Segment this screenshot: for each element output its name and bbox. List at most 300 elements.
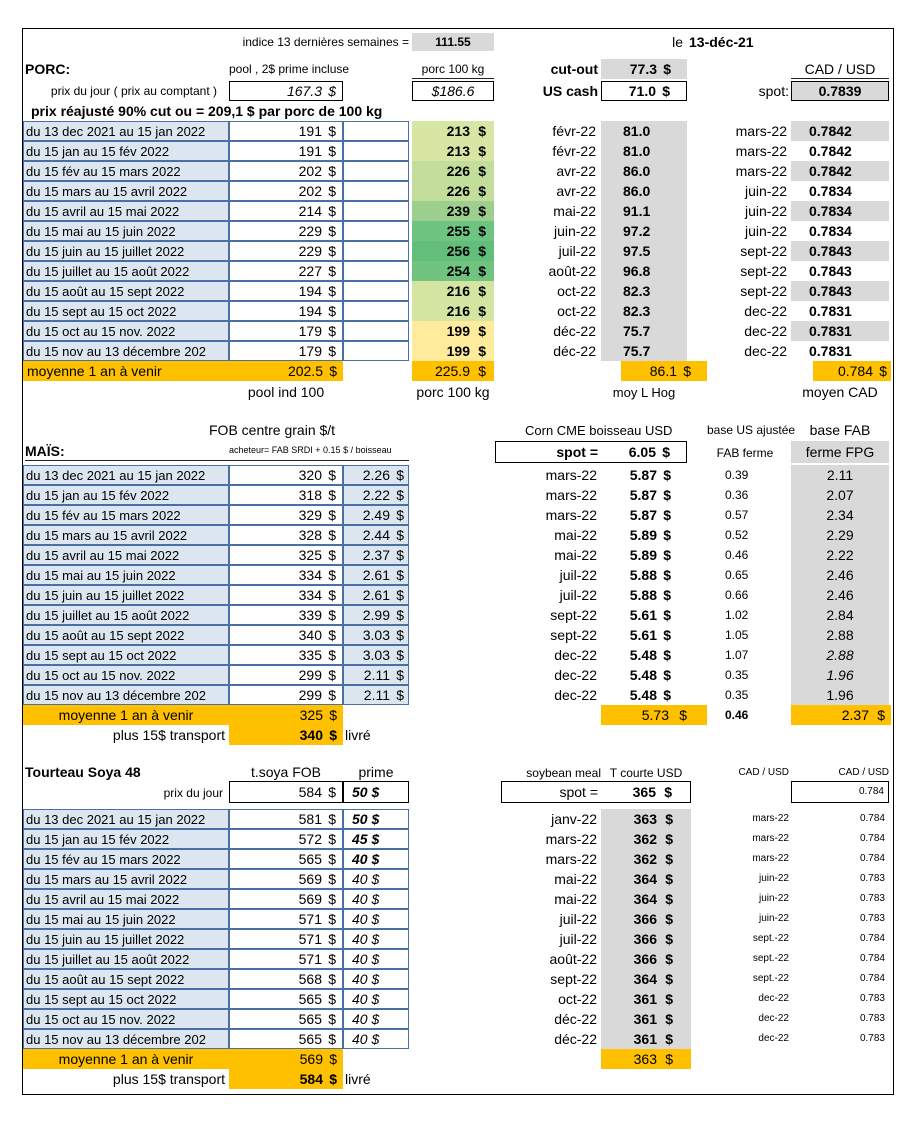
corn-cell[interactable]: [601, 585, 687, 605]
soya-fx-value[interactable]: 0.784: [859, 833, 885, 844]
base-value[interactable]: 0.35: [725, 668, 749, 682]
unit-sign: $: [478, 223, 486, 239]
soya-fx-value[interactable]: 0.783: [859, 913, 885, 924]
fx-value[interactable]: 0.7843: [791, 281, 889, 301]
porc-100kg-cell[interactable]: [412, 301, 494, 321]
mais-fob-cell[interactable]: [229, 525, 343, 545]
soya-period: du 15 oct au 15 nov. 2022: [23, 1009, 229, 1029]
soya-fob-cell[interactable]: [229, 809, 343, 829]
meal-cell[interactable]: [601, 809, 691, 829]
mais-transport-cell[interactable]: [229, 725, 343, 745]
porc-pool-value: 191: [298, 123, 322, 139]
hog-value[interactable]: 81.0: [601, 141, 687, 161]
porc-pool-cell[interactable]: [229, 121, 343, 141]
mais-period: du 15 juin au 15 juillet 2022: [23, 585, 229, 605]
base-value[interactable]: 0.35: [725, 688, 749, 702]
soya-fx-value[interactable]: 0.784: [859, 973, 885, 984]
soya-fx-value[interactable]: 0.783: [859, 1013, 885, 1024]
hog-month: oct-22: [557, 303, 596, 319]
soya-fob-value: 568: [298, 971, 322, 987]
porc-period: du 15 mai au 15 juin 2022: [23, 221, 229, 241]
mais-fob-cell[interactable]: [229, 605, 343, 625]
unit-sign: $: [396, 567, 404, 583]
fab-value[interactable]: 2.07: [791, 485, 889, 505]
mais-fob-cell[interactable]: [229, 665, 343, 685]
mais-fob-cell[interactable]: [229, 685, 343, 705]
meal-cell[interactable]: [601, 829, 691, 849]
fab-value[interactable]: 2.11: [791, 465, 889, 485]
mais-period: du 15 nov au 13 décembre 202: [23, 685, 229, 705]
corn-value: 5.87: [629, 467, 657, 483]
unit-sign: $: [665, 911, 673, 927]
soya-avg-meal[interactable]: [601, 1049, 691, 1069]
mais-fob-cell[interactable]: [229, 565, 343, 585]
meal-cell[interactable]: [601, 929, 691, 949]
fx-value[interactable]: 0.7843: [809, 263, 852, 279]
porc-period: du 15 août au 15 sept 2022: [23, 281, 229, 301]
mais-fob-cell[interactable]: [229, 465, 343, 485]
corn-cell[interactable]: [601, 685, 687, 705]
porc-pool-cell[interactable]: [229, 261, 343, 281]
soya-fob-cell[interactable]: [229, 1009, 343, 1029]
prix-jour-cell[interactable]: [229, 81, 343, 101]
porc-pool-value: 227: [298, 263, 322, 279]
uscash-unit: $: [662, 83, 670, 99]
fx-value[interactable]: 0.7831: [791, 321, 889, 341]
fx-month: sept-22: [740, 243, 787, 259]
uscash-label: US cash: [542, 83, 598, 99]
unit-sign: $: [328, 263, 336, 279]
base-value[interactable]: 1.05: [725, 628, 749, 642]
porc-empty-cell[interactable]: [343, 281, 409, 301]
date-value[interactable]: 13-déc-21: [689, 34, 754, 50]
soya-fob-cell[interactable]: [229, 1029, 343, 1049]
unit-sign: $: [328, 323, 336, 339]
porc-empty-cell[interactable]: [343, 321, 409, 341]
fab-value[interactable]: 2.88: [791, 645, 889, 665]
hog-value[interactable]: 82.3: [601, 301, 687, 321]
corn-cell[interactable]: [601, 665, 687, 685]
soya-fob-value: 565: [298, 991, 322, 1007]
soya-transport-value: 584: [299, 1071, 323, 1087]
porc-pool-cell[interactable]: [229, 221, 343, 241]
unit-sign: $: [396, 587, 404, 603]
hog-value[interactable]: 96.8: [601, 261, 687, 281]
soya-prime[interactable]: 40 $: [343, 969, 409, 989]
mais-spot-unit: $: [662, 444, 670, 460]
porc-empty-cell[interactable]: [343, 121, 409, 141]
soya-prime[interactable]: 40 $: [343, 849, 409, 869]
soya-fob-value: 565: [298, 1011, 322, 1027]
porc-empty-cell[interactable]: [343, 141, 409, 161]
mais-bu-cell[interactable]: [343, 505, 409, 525]
unit-sign: $: [396, 547, 404, 563]
soya-prix-jour-cell[interactable]: [229, 781, 343, 803]
porc-100kg-cell[interactable]: [412, 201, 494, 221]
porc-pool-cell[interactable]: [229, 341, 343, 361]
mais-fob-value: 318: [298, 487, 322, 503]
hog-value[interactable]: 81.0: [601, 121, 687, 141]
fx-value[interactable]: 0.7831: [809, 343, 852, 359]
porc-avg-hog-value: 86.1: [649, 363, 677, 379]
unit-sign: $: [328, 587, 336, 603]
meal-cell[interactable]: [601, 869, 691, 889]
fx-value[interactable]: 0.7831: [809, 303, 852, 319]
porc-title: PORC:: [25, 61, 71, 77]
meal-cell[interactable]: [601, 909, 691, 929]
corn-cell[interactable]: [601, 625, 687, 645]
hog-value[interactable]: 97.5: [601, 241, 687, 261]
porc-empty-cell[interactable]: [343, 241, 409, 261]
porc-100kg-cell[interactable]: [412, 141, 494, 161]
unit-sign: $: [328, 123, 336, 139]
unit-sign: $: [328, 891, 336, 907]
soya-fx-value[interactable]: 0.784: [859, 813, 885, 824]
base-value[interactable]: 1.02: [725, 608, 749, 622]
fab-value[interactable]: 2.46: [791, 585, 889, 605]
porc-pool-cell[interactable]: [229, 181, 343, 201]
hog-month: avr-22: [556, 163, 596, 179]
soya-period: du 15 fév au 15 mars 2022: [23, 849, 229, 869]
porc-empty-cell[interactable]: [343, 341, 409, 361]
mais-bu-cell[interactable]: [343, 585, 409, 605]
porc-period: du 15 jan au 15 fév 2022: [23, 141, 229, 161]
soya-fob-cell[interactable]: [229, 869, 343, 889]
porc-100kg-cell[interactable]: [412, 121, 494, 141]
soya-fx-value[interactable]: 0.784: [859, 933, 885, 944]
hog-value[interactable]: 86.0: [601, 181, 687, 201]
hog-value[interactable]: 97.2: [601, 221, 687, 241]
mais-fob-value: 335: [298, 647, 322, 663]
mais-bu-cell[interactable]: [343, 645, 409, 665]
porc-empty-cell[interactable]: [343, 201, 409, 221]
meal-cell[interactable]: [601, 969, 691, 989]
porc-empty-cell[interactable]: [343, 221, 409, 241]
porc-period: du 15 nov au 13 décembre 202: [23, 341, 229, 361]
hog-value[interactable]: 82.3: [601, 281, 687, 301]
unit-sign: $: [328, 951, 336, 967]
soya-fx-value[interactable]: 0.784: [859, 953, 885, 964]
fx-month: mars-22: [735, 163, 787, 179]
mais-avg-fab[interactable]: [791, 705, 891, 725]
meal-cell[interactable]: [601, 989, 691, 1009]
corn-cell[interactable]: [601, 505, 687, 525]
meal-month: juil-22: [559, 911, 597, 927]
soya-fx-value[interactable]: 0.783: [859, 873, 885, 884]
soya-fx-month: mars-22: [752, 853, 789, 864]
unit-sign: $: [328, 647, 336, 663]
unit-sign: $: [877, 707, 885, 723]
unit-sign: $: [665, 1011, 673, 1027]
corn-month: dec-22: [554, 667, 597, 683]
hog-value[interactable]: 75.7: [601, 321, 687, 341]
meal-cell[interactable]: [601, 1009, 691, 1029]
soya-prime[interactable]: 40 $: [343, 869, 409, 889]
mais-bu-cell[interactable]: [343, 625, 409, 645]
porc-avg-porc[interactable]: [412, 361, 494, 381]
fx-value[interactable]: 0.7834: [809, 223, 852, 239]
porc-pool-cell[interactable]: [229, 321, 343, 341]
soya-transport-label: plus 15$ transport: [112, 1071, 225, 1087]
mais-bu-cell[interactable]: [343, 485, 409, 505]
porc-avg-pool[interactable]: [229, 361, 343, 381]
pool-header: pool , 2$ prime incluse: [229, 62, 350, 76]
soya-fob-cell[interactable]: [229, 849, 343, 869]
fab-value[interactable]: 2.46: [791, 565, 889, 585]
soya-prime[interactable]: 40 $: [343, 889, 409, 909]
foot-fx: moyen CAD: [802, 384, 878, 400]
corn-cell[interactable]: [601, 605, 687, 625]
soya-spot-cell[interactable]: [501, 781, 691, 803]
fab-value[interactable]: 2.84: [791, 605, 889, 625]
mais-bu-value: 2.61: [362, 587, 390, 603]
base-value[interactable]: 0.66: [725, 588, 749, 602]
corn-cell[interactable]: [601, 565, 687, 585]
unit-sign: $: [663, 487, 671, 503]
porc-pool-cell[interactable]: [229, 301, 343, 321]
porc-100kg-cell[interactable]: [412, 161, 494, 181]
fab-value[interactable]: 2.34: [791, 505, 889, 525]
meal-cell[interactable]: [601, 1029, 691, 1049]
mais-bu-value: 3.03: [362, 647, 390, 663]
mais-bu-cell[interactable]: [343, 525, 409, 545]
porc-pool-cell[interactable]: [229, 281, 343, 301]
cutout-cell[interactable]: [601, 59, 687, 79]
meal-value: 361: [633, 1011, 657, 1027]
fab-value[interactable]: 1.96: [791, 685, 889, 705]
soya-prime[interactable]: 40 $: [343, 949, 409, 969]
corn-month: juil-22: [559, 587, 597, 603]
meal-month: mars-22: [545, 851, 597, 867]
porc-100kg-cell[interactable]: [412, 261, 494, 281]
soya-fx-value[interactable]: 0.783: [859, 993, 885, 1004]
unit-sign: $: [329, 1071, 337, 1087]
porc100-value[interactable]: $186.6: [412, 81, 494, 101]
porc-avg-fx[interactable]: [813, 361, 891, 381]
fab-value[interactable]: 2.88: [791, 625, 889, 645]
mais-bu-cell[interactable]: [343, 465, 409, 485]
meal-cell[interactable]: [601, 949, 691, 969]
corn-cell[interactable]: [601, 545, 687, 565]
uscash-cell[interactable]: [601, 81, 687, 101]
unit-sign: $: [665, 891, 673, 907]
porc-100kg-cell[interactable]: [412, 221, 494, 241]
porc-empty-cell[interactable]: [343, 181, 409, 201]
date-label: le: [672, 34, 683, 50]
corn-month: juil-22: [559, 567, 597, 583]
soya-prime[interactable]: 40 $: [343, 989, 409, 1009]
meal-cell[interactable]: [601, 849, 691, 869]
soya-fob-cell[interactable]: [229, 969, 343, 989]
base-value[interactable]: 0.46: [725, 548, 749, 562]
soya-prime[interactable]: 40 $: [343, 909, 409, 929]
soya-period: du 15 mars au 15 avril 2022: [23, 869, 229, 889]
soya-prime[interactable]: 40 $: [343, 1009, 409, 1029]
cadusd-header: CAD / USD: [791, 59, 889, 79]
soya-fob-cell[interactable]: [229, 889, 343, 909]
unit-sign: $: [663, 647, 671, 663]
mais-bu-cell[interactable]: [343, 545, 409, 565]
porc-100kg-value: 226: [446, 163, 470, 179]
mais-period: du 15 mai au 15 juin 2022: [23, 565, 229, 585]
mais-avg-corn-value: 5.73: [641, 707, 669, 723]
unit-sign: $: [665, 971, 673, 987]
soya-prime-value[interactable]: 50 $: [343, 781, 409, 803]
unit-sign: $: [328, 1011, 336, 1027]
mais-avg-fob[interactable]: [229, 705, 343, 725]
soya-prix-jour-label: prix du jour: [163, 786, 223, 800]
mais-fob-cell[interactable]: [229, 485, 343, 505]
soya-prime[interactable]: 40 $: [343, 1029, 409, 1049]
porc-avg-hog[interactable]: [621, 361, 707, 381]
porc-pool-value: 229: [298, 223, 322, 239]
soya-fob-cell[interactable]: [229, 989, 343, 1009]
cutout-value: 77.3: [629, 61, 657, 77]
porc-pool-cell[interactable]: [229, 161, 343, 181]
porc-100kg-cell[interactable]: [412, 181, 494, 201]
porc-pool-cell[interactable]: [229, 201, 343, 221]
fx-value[interactable]: 0.7842: [791, 161, 889, 181]
porc-pool-cell[interactable]: [229, 241, 343, 261]
porc-pool-value: 202: [298, 163, 322, 179]
corn-month: mars-22: [545, 507, 597, 523]
mais-bu-cell[interactable]: [343, 665, 409, 685]
mais-fob-cell[interactable]: [229, 505, 343, 525]
fx-value[interactable]: 0.7842: [791, 121, 889, 141]
soya-prime[interactable]: 45 $: [343, 829, 409, 849]
fx-value[interactable]: 0.7834: [809, 183, 852, 199]
mais-fob-value: 339: [298, 607, 322, 623]
corn-cell[interactable]: [601, 465, 687, 485]
unit-sign: $: [328, 627, 336, 643]
soya-fx-value[interactable]: 0.783: [859, 893, 885, 904]
unit-sign: $: [328, 831, 336, 847]
soya-fob-value: 572: [298, 831, 322, 847]
unit-sign: $: [329, 1051, 337, 1067]
mais-fob-cell[interactable]: [229, 585, 343, 605]
unit-sign: $: [328, 851, 336, 867]
porc-100kg-cell[interactable]: [412, 241, 494, 261]
unit-sign: $: [328, 911, 336, 927]
porc-100kg-value: 216: [446, 303, 470, 319]
soya-fx-month: sept.-22: [752, 973, 789, 984]
base-value[interactable]: 1.07: [725, 648, 749, 662]
mais-fob-cell[interactable]: [229, 545, 343, 565]
mais-bu-value: 2.26: [362, 467, 390, 483]
porc-pool-cell[interactable]: [229, 141, 343, 161]
fab-value[interactable]: 2.22: [791, 545, 889, 565]
mais-fob-cell[interactable]: [229, 625, 343, 645]
soya-fob-cell[interactable]: [229, 829, 343, 849]
porc-100kg-cell[interactable]: [412, 321, 494, 341]
corn-cell[interactable]: [601, 645, 687, 665]
fab-value[interactable]: 2.29: [791, 525, 889, 545]
base-value[interactable]: 0.52: [725, 528, 749, 542]
base-value[interactable]: 0.36: [725, 488, 749, 502]
unit-sign: $: [665, 831, 673, 847]
corn-value: 5.89: [629, 527, 657, 543]
fab-value[interactable]: 1.96: [791, 665, 889, 685]
mais-avg-base[interactable]: 0.46: [725, 708, 749, 722]
soya-fx-value[interactable]: 0.783: [859, 1033, 885, 1044]
unit-sign: $: [396, 607, 404, 623]
soya-spot-fx[interactable]: 0.784: [791, 781, 889, 803]
corn-cell[interactable]: [601, 485, 687, 505]
meal-month: sept-22: [550, 971, 597, 987]
porc-period: du 15 juillet au 15 août 2022: [23, 261, 229, 281]
soya-avg-label: moyenne 1 an à venir: [23, 1049, 229, 1069]
fx-value[interactable]: 0.7842: [809, 143, 852, 159]
soya-fob-cell[interactable]: [229, 929, 343, 949]
unit-sign: $: [879, 363, 887, 379]
base-value[interactable]: 0.39: [725, 468, 749, 482]
prix-reajuste: prix réajusté 90% cut ou = 209,1 $ par porc de 100 kg: [31, 103, 383, 119]
unit-sign: $: [663, 507, 671, 523]
porc-100kg-cell[interactable]: [412, 281, 494, 301]
base-value[interactable]: 0.65: [725, 568, 749, 582]
porc-100kg-cell[interactable]: [412, 341, 494, 361]
soya-prime[interactable]: 40 $: [343, 929, 409, 949]
mais-bu-value: 3.03: [362, 627, 390, 643]
unit-sign: $: [328, 971, 336, 987]
unit-sign: $: [328, 467, 336, 483]
soya-fx-month: juin-22: [758, 913, 789, 924]
mais-avg-corn[interactable]: [601, 705, 707, 725]
fx-month: mars-22: [735, 123, 787, 139]
porc-100kg-value: 255: [446, 223, 470, 239]
corn-value: 5.48: [629, 667, 657, 683]
mais-fob-cell[interactable]: [229, 645, 343, 665]
meal-month: janv-22: [551, 811, 597, 827]
base-value[interactable]: 0.57: [725, 508, 749, 522]
unit-sign: $: [679, 707, 687, 723]
soya-fx-month: juin-22: [758, 893, 789, 904]
porc-period: du 13 dec 2021 au 15 jan 2022: [23, 121, 229, 141]
mais-bu-cell[interactable]: [343, 605, 409, 625]
mais-bu-cell[interactable]: [343, 565, 409, 585]
soya-fx-month: juin-22: [758, 873, 789, 884]
fx-value[interactable]: 0.7834: [791, 201, 889, 221]
indice-value[interactable]: 111.55: [412, 33, 494, 51]
corn-cell[interactable]: [601, 525, 687, 545]
soya-fob-cell[interactable]: [229, 949, 343, 969]
porc-period: du 15 juin au 15 juillet 2022: [23, 241, 229, 261]
fx-month: dec-22: [744, 303, 787, 319]
soya-fob-cell[interactable]: [229, 909, 343, 929]
soya-avg-fob[interactable]: [229, 1049, 343, 1069]
porc-empty-cell[interactable]: [343, 301, 409, 321]
hog-value[interactable]: 75.7: [601, 341, 687, 361]
meal-cell[interactable]: [601, 889, 691, 909]
soya-prime[interactable]: 50 $: [343, 809, 409, 829]
unit-sign: $: [665, 811, 673, 827]
spot-value[interactable]: 0.7839: [791, 81, 889, 101]
soya-fob-value: 571: [298, 931, 322, 947]
prix-jour-label: prix du jour ( prix au comptant ): [50, 84, 217, 98]
soya-transport-cell[interactable]: [229, 1069, 343, 1089]
soya-fx-value[interactable]: 0.784: [859, 853, 885, 864]
meal-month: oct-22: [558, 991, 597, 1007]
hog-value[interactable]: 86.0: [601, 161, 687, 181]
fab-header: base FAB: [809, 422, 871, 438]
hog-value[interactable]: 91.1: [601, 201, 687, 221]
mais-spot-cell[interactable]: [495, 441, 687, 463]
fx-value[interactable]: 0.7843: [791, 241, 889, 261]
porc-empty-cell[interactable]: [343, 261, 409, 281]
porc-empty-cell[interactable]: [343, 161, 409, 181]
soya-fx-month: mars-22: [752, 813, 789, 824]
mais-bu-cell[interactable]: [343, 685, 409, 705]
